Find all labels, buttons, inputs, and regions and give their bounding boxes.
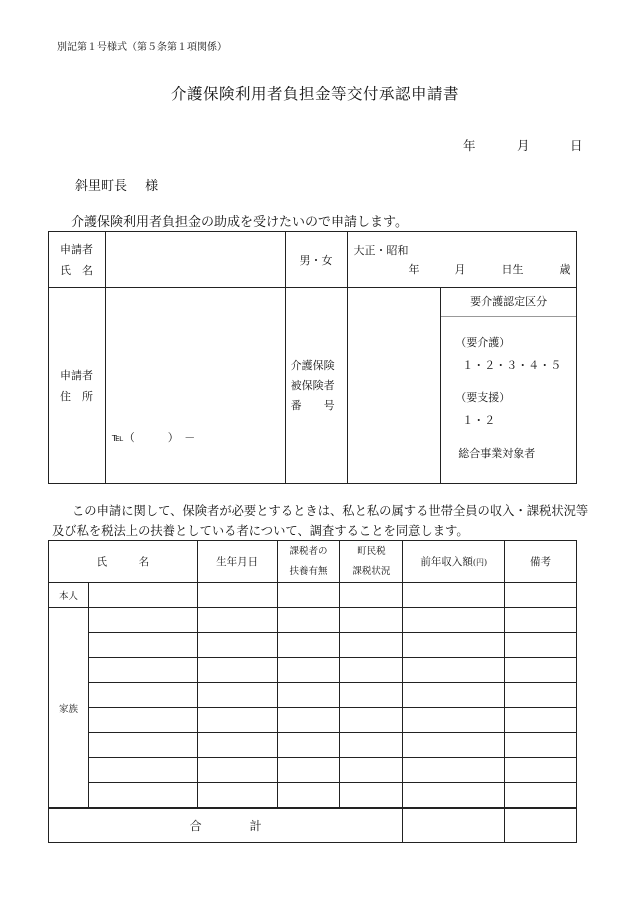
- self-birth-cell[interactable]: [197, 583, 277, 608]
- consent-line1: この申請に関して、保険者が必要とするときは、私と私の属する世帯全員の収入・課税状況等: [72, 504, 589, 518]
- self-remarks-cell[interactable]: [505, 583, 577, 608]
- family-dependent-cell[interactable]: [277, 608, 340, 633]
- table-row-total: [49, 808, 577, 842]
- dependent-line2: 扶養有無: [289, 565, 328, 577]
- self-dependent-cell[interactable]: [277, 583, 340, 608]
- application-statement: 介護保険利用者負担金の助成を受けたいので申請します。: [71, 215, 408, 230]
- birth-day-unit: 日生: [501, 263, 524, 276]
- family-tax-cell[interactable]: [340, 758, 403, 783]
- care-classification-options: [441, 317, 576, 465]
- applicant-address-field[interactable]: [105, 288, 285, 484]
- table-row-family: [49, 733, 577, 758]
- table-row-family: [49, 608, 577, 633]
- name-label-line2: 氏 名: [60, 263, 93, 277]
- form-title: 介護保険利用者負担金等交付承認申請書: [170, 85, 459, 103]
- applicant-address-label: [49, 288, 106, 484]
- family-dependent-cell[interactable]: [277, 658, 340, 683]
- family-name-cell[interactable]: [88, 783, 197, 809]
- family-birth-cell[interactable]: [197, 633, 277, 658]
- family-name-cell[interactable]: [88, 733, 197, 758]
- family-remarks-cell[interactable]: [505, 633, 577, 658]
- birth-units: [354, 260, 576, 279]
- family-birth-cell[interactable]: [197, 683, 277, 708]
- tax-line2: 課税状況: [352, 565, 391, 577]
- recipient-name: 斜里町長: [75, 179, 128, 194]
- family-income-cell[interactable]: [403, 633, 505, 658]
- consent-statement: [52, 501, 592, 541]
- family-birth-cell[interactable]: [197, 733, 277, 758]
- household-table: [48, 540, 577, 843]
- family-tax-cell[interactable]: [340, 783, 403, 809]
- support-need-label: （要支援）: [455, 391, 511, 404]
- table-row-self: [49, 583, 577, 608]
- family-birth-cell[interactable]: [197, 658, 277, 683]
- family-name-cell[interactable]: [88, 608, 197, 633]
- tax-line1: 町民税: [357, 545, 386, 557]
- family-dependent-cell[interactable]: [277, 733, 340, 758]
- family-tax-cell[interactable]: [340, 633, 403, 658]
- date-month-label: 月: [517, 138, 530, 153]
- col-header-birthdate: 生年月日: [197, 541, 277, 583]
- income-label: 前年収入額: [420, 556, 473, 568]
- col-header-dependent: [277, 541, 340, 583]
- family-birth-cell[interactable]: [197, 608, 277, 633]
- insurance-number-label: [285, 288, 347, 484]
- family-birth-cell[interactable]: [197, 783, 277, 809]
- applicant-name-field[interactable]: [105, 232, 285, 288]
- era-select[interactable]: 大正・昭和: [353, 244, 409, 257]
- family-name-cell[interactable]: [88, 658, 197, 683]
- family-income-cell[interactable]: [403, 733, 505, 758]
- family-income-cell[interactable]: [403, 708, 505, 733]
- family-tax-cell[interactable]: [340, 708, 403, 733]
- family-tax-cell[interactable]: [340, 733, 403, 758]
- date-year-label: 年: [463, 138, 476, 153]
- family-remarks-cell[interactable]: [505, 708, 577, 733]
- date-day-label: 日: [570, 138, 583, 153]
- family-income-cell[interactable]: [403, 758, 505, 783]
- address-label-line1: 申請者: [60, 368, 93, 382]
- total-remarks-cell[interactable]: [505, 808, 577, 842]
- family-income-cell[interactable]: [403, 683, 505, 708]
- family-dependent-cell[interactable]: [277, 633, 340, 658]
- family-income-cell[interactable]: [403, 658, 505, 683]
- telephone-field[interactable]: ℡（ ） －: [111, 431, 196, 444]
- table-row-family: [49, 633, 577, 658]
- insurance-number-field[interactable]: [347, 288, 441, 484]
- care-classification-header: 要介護認定区分: [441, 288, 576, 317]
- age-unit: 歳: [559, 263, 571, 276]
- family-remarks-cell[interactable]: [505, 783, 577, 809]
- birth-month-unit: 月: [454, 263, 466, 276]
- col-header-name: 氏 名: [49, 541, 198, 583]
- birthdate-field[interactable]: [347, 232, 576, 288]
- table-row-family: [49, 758, 577, 783]
- family-name-cell[interactable]: [88, 708, 197, 733]
- care-need-label: （要介護）: [455, 336, 511, 349]
- birth-year-unit: 年: [408, 263, 420, 276]
- applicant-table: [48, 231, 577, 484]
- name-label-line1: 申請者: [60, 242, 93, 256]
- family-income-cell[interactable]: [403, 608, 505, 633]
- insurance-label-line3: 番 号: [290, 398, 335, 412]
- table-row-family: [49, 658, 577, 683]
- family-name-cell[interactable]: [88, 683, 197, 708]
- total-income-cell[interactable]: [403, 808, 505, 842]
- consent-line2: 及び私を税法上の扶養としている者について、調査することを同意します。: [52, 524, 469, 538]
- table-row-family: [49, 783, 577, 809]
- support-need-levels[interactable]: １・２: [462, 414, 496, 427]
- gender-select[interactable]: 男・女: [285, 232, 347, 288]
- family-birth-cell[interactable]: [197, 758, 277, 783]
- family-name-cell[interactable]: [88, 758, 197, 783]
- dependent-line1: 課税者の: [289, 545, 328, 557]
- col-header-tax-status: [340, 541, 403, 583]
- family-dependent-cell[interactable]: [277, 758, 340, 783]
- family-remarks-cell[interactable]: [505, 608, 577, 633]
- family-label: 家族: [49, 608, 89, 809]
- applicant-name-label: [49, 232, 106, 288]
- address-label-line2: 住 所: [60, 389, 93, 403]
- family-tax-cell[interactable]: [340, 658, 403, 683]
- family-birth-cell[interactable]: [197, 708, 277, 733]
- table-row-family: [49, 683, 577, 708]
- total-label: 合 計: [49, 808, 403, 842]
- self-income-cell[interactable]: [403, 583, 505, 608]
- col-header-income: [403, 541, 505, 583]
- family-remarks-cell[interactable]: [505, 758, 577, 783]
- self-name-cell[interactable]: [88, 583, 197, 608]
- table-row-family: [49, 708, 577, 733]
- family-income-cell[interactable]: [403, 783, 505, 809]
- family-tax-cell[interactable]: [340, 683, 403, 708]
- comprehensive-program-option[interactable]: 総合事業対象者: [458, 447, 536, 460]
- form-number: 別記第１号様式（第５条第１項関係）: [57, 42, 227, 53]
- family-dependent-cell[interactable]: [277, 683, 340, 708]
- family-name-cell[interactable]: [88, 633, 197, 658]
- family-dependent-cell[interactable]: [277, 708, 340, 733]
- family-dependent-cell[interactable]: [277, 783, 340, 809]
- family-remarks-cell[interactable]: [505, 683, 577, 708]
- income-unit: (円): [472, 558, 488, 567]
- self-label: 本人: [49, 583, 89, 608]
- care-need-levels[interactable]: １・２・３・４・５: [462, 359, 562, 372]
- family-remarks-cell[interactable]: [505, 658, 577, 683]
- family-remarks-cell[interactable]: [505, 733, 577, 758]
- insurance-label-line2: 被保険者: [290, 378, 335, 392]
- col-header-remarks: 備考: [505, 541, 577, 583]
- self-tax-cell[interactable]: [340, 583, 403, 608]
- recipient: [75, 175, 158, 194]
- family-tax-cell[interactable]: [340, 608, 403, 633]
- insurance-label-line1: 介護保険: [290, 358, 335, 372]
- recipient-suffix: 様: [145, 179, 159, 194]
- care-classification-cell: [441, 288, 577, 484]
